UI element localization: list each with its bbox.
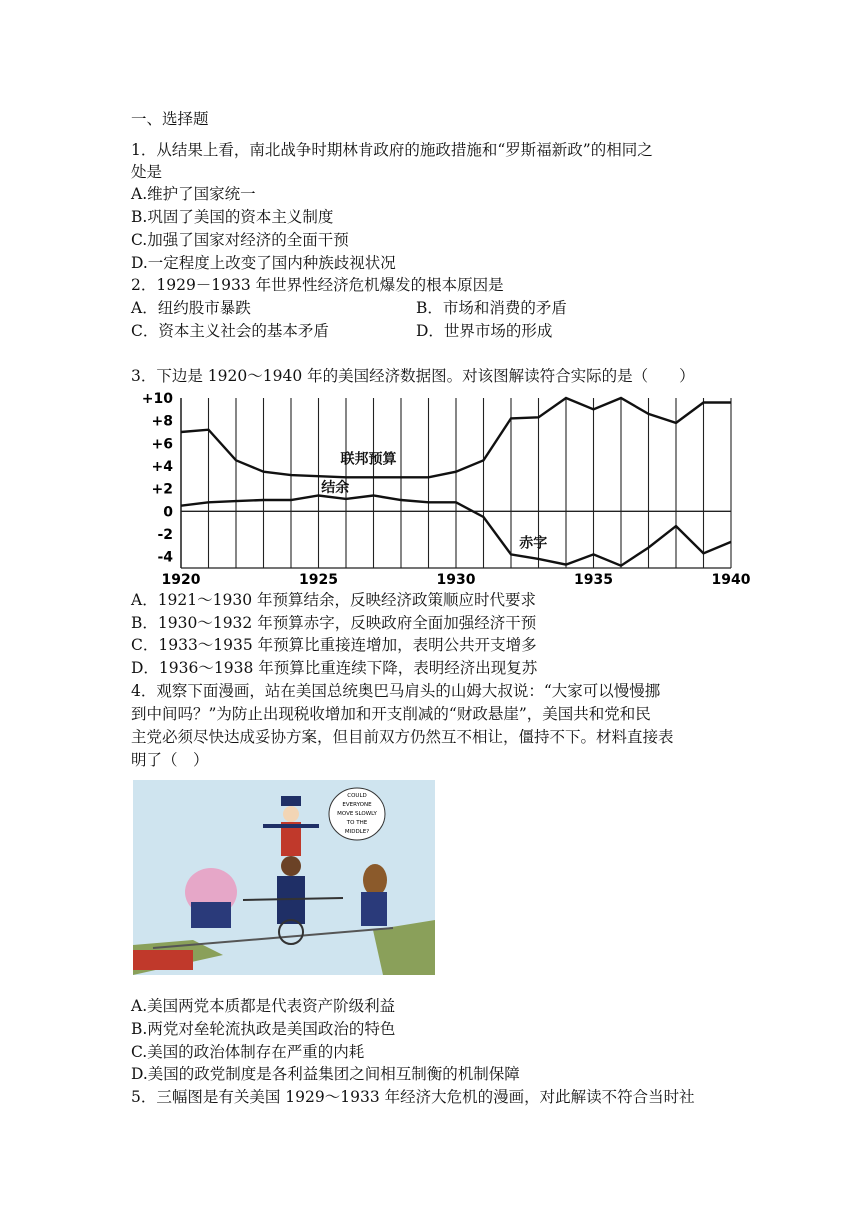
uncle-sam-head <box>283 806 299 822</box>
q2-option-b: B．市场和消费的矛盾 <box>416 299 567 317</box>
bubble-line-3: MOVE SLOWLY <box>337 811 377 817</box>
q4-stem-line3: 主党必须尽快达成妥协方案，但目前双方仍然互不相让，僵持不下。材料直接表 <box>131 728 674 746</box>
q3-option-b: B．1930～1932 年预算赤字，反映政府全面加强经济干预 <box>131 614 537 632</box>
bubble-line-5: MIDDLE? <box>344 829 370 835</box>
elephant-suit <box>191 902 231 928</box>
label-budget: 联邦预算 <box>340 451 397 468</box>
q4-stem-line1: 4．观察下面漫画，站在美国总统奥巴马肩头的山姆大叔说：“大家可以慢慢挪 <box>131 682 661 700</box>
y-tick-label: -2 <box>157 527 173 543</box>
y-tick-label: -4 <box>157 549 173 566</box>
q3-option-a: A．1921～1930 年预算结余，反映经济政策顺应时代要求 <box>131 591 537 609</box>
bubble-line-2: EVERYONE <box>342 802 372 808</box>
q4-option-b: B.两党对垒轮流执政是美国政治的特色 <box>131 1020 396 1038</box>
obama-head <box>281 856 301 876</box>
q3-option-d: D．1936～1938 年预算比重连续下降，表明经济出现复苏 <box>131 659 538 677</box>
q2-option-c: C．资本主义社会的基本矛盾 <box>131 322 329 340</box>
q1-stem-line2: 处是 <box>131 163 163 181</box>
label-surplus: 结余 <box>321 480 350 497</box>
q4-option-d: D.美国的政党制度是各利益集团之间相互制衡的机制保障 <box>131 1065 520 1083</box>
q1-option-d: D.一定程度上改变了国内种族歧视状况 <box>131 254 396 272</box>
q4-option-a: A.美国两党本质都是代表资产阶级利益 <box>131 997 396 1015</box>
x-tick-label: 1930 <box>436 572 476 588</box>
bubble-line-4: TO THE <box>346 820 368 826</box>
q3-stem: 3．下边是 1920～1940 年的美国经济数据图。对该图解读符合实际的是（ ） <box>131 367 695 385</box>
q4-stem-line2: 到中间吗？”为防止出现税收增加和开支削减的“财政悬崖”，美国共和党和民 <box>131 705 651 723</box>
fiscal-cliff-cartoon <box>133 780 435 975</box>
q4-option-c: C.美国的政治体制存在严重的内耗 <box>131 1043 365 1061</box>
y-tick-label: 0 <box>163 504 173 521</box>
y-tick-label: +4 <box>151 459 173 475</box>
section-title: 一、选择题 <box>131 110 209 128</box>
y-tick-label: +8 <box>151 413 173 430</box>
donkey-figure <box>363 864 387 896</box>
q1-stem-line1: 1．从结果上看，南北战争时期林肯政府的施政措施和“罗斯福新政”的相同之 <box>131 141 653 159</box>
y-tick-label: +6 <box>151 436 173 453</box>
y-tick-label: +2 <box>151 481 173 498</box>
q4-stem-line4: 明了（ ） <box>131 751 209 769</box>
q5-stem: 5．三幅图是有关美国 1929～1933 年经济大危机的漫画，对此解读不符合当时社 <box>131 1088 695 1106</box>
q2-option-d: D．世界市场的形成 <box>416 322 553 340</box>
q2-option-a: A．纽约股市暴跌 <box>131 299 251 317</box>
donkey-suit <box>361 892 387 926</box>
q2-stem: 2．1929－1933 年世界性经济危机爆发的根本原因是 <box>131 276 504 294</box>
x-tick-label: 1920 <box>161 572 201 588</box>
cartoon-logo-badge <box>133 950 193 970</box>
x-tick-label: 1935 <box>574 572 613 588</box>
bubble-line-1: COULD <box>347 793 367 799</box>
q3-option-c: C．1933～1935 年预算比重接连增加，表明公共开支增多 <box>131 636 537 654</box>
q1-option-a: A.维护了国家统一 <box>131 185 256 203</box>
q1-option-b: B.巩固了美国的资本主义制度 <box>131 208 334 226</box>
y-tick-label: +10 <box>141 391 173 407</box>
x-tick-label: 1925 <box>299 572 338 588</box>
uncle-sam-hat <box>281 796 301 806</box>
q1-option-c: C.加强了国家对经济的全面干预 <box>131 231 349 249</box>
x-tick-label: 1940 <box>711 572 751 588</box>
label-deficit: 赤字 <box>519 535 548 552</box>
budget-chart <box>131 388 761 588</box>
